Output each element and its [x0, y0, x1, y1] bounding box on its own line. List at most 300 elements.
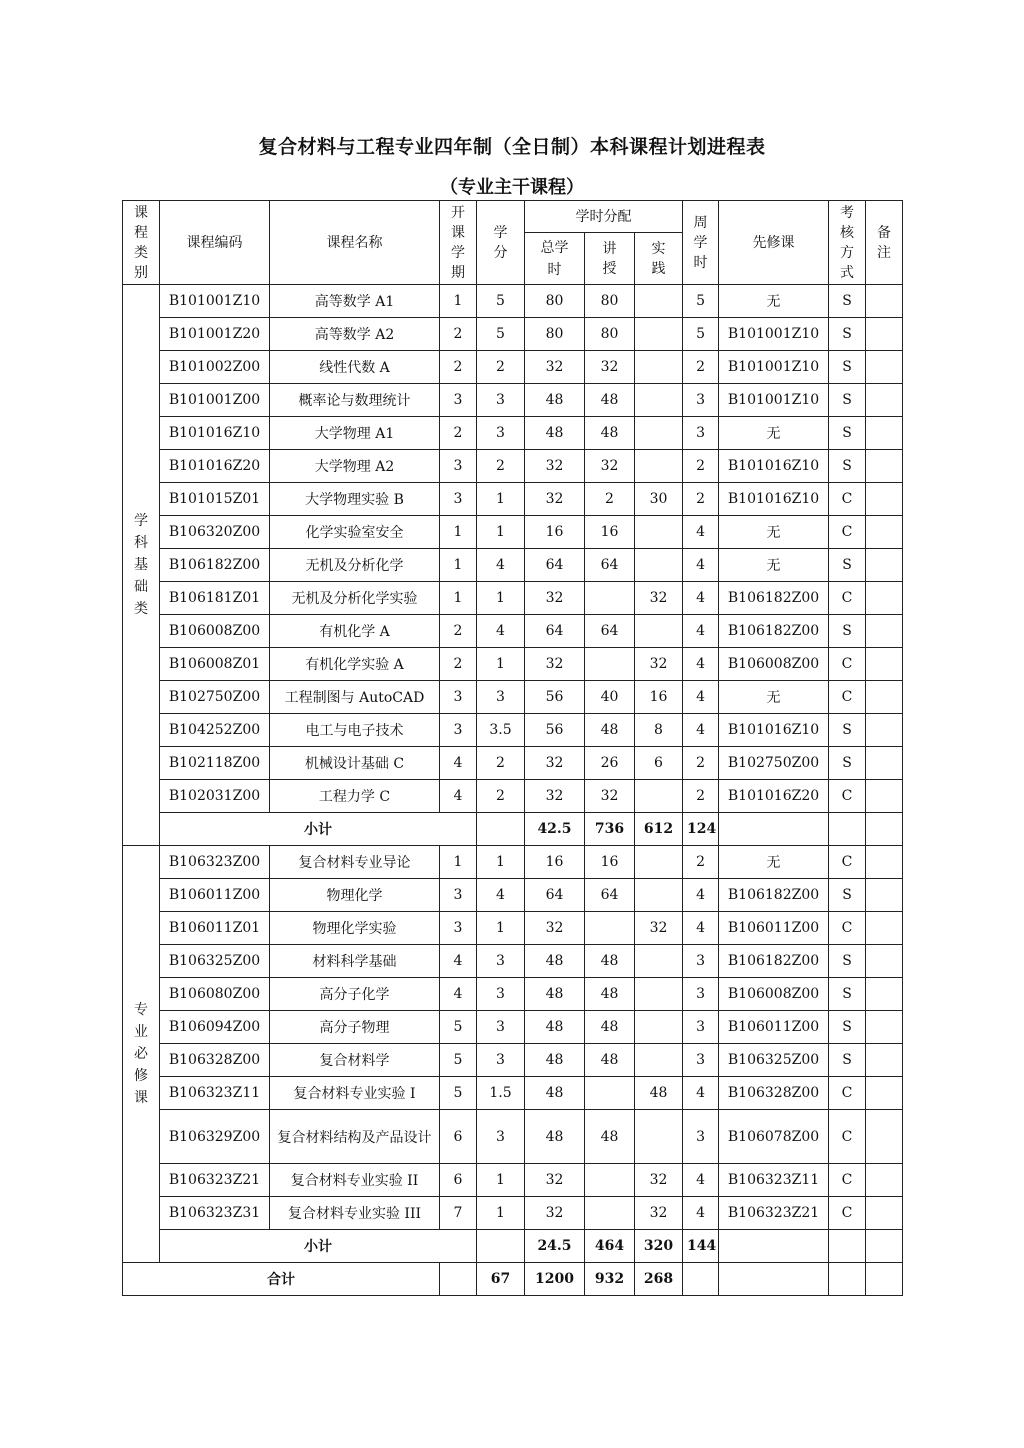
cell-semester: 3	[440, 912, 477, 945]
cell-prereq: B106325Z00	[719, 1044, 829, 1077]
cell-name: 机械设计基础 C	[270, 747, 440, 780]
cell-remarks	[866, 582, 903, 615]
subtotal-lecture: 612	[635, 813, 683, 846]
cell-credits: 4	[477, 615, 525, 648]
table-row	[123, 945, 903, 978]
cell-weekly: 4	[683, 714, 719, 747]
cell-credits: 3	[477, 1110, 525, 1164]
cell-remarks	[866, 1110, 903, 1164]
cell-prereq: B106323Z21	[719, 1197, 829, 1230]
cell-code: B104252Z00	[160, 714, 270, 747]
cell-total: 32	[525, 747, 585, 780]
cell-assess: S	[829, 1044, 866, 1077]
cell-credits: 2	[477, 780, 525, 813]
cell-semester: 7	[440, 1197, 477, 1230]
cell-code: B106323Z31	[160, 1197, 270, 1230]
cell-total: 80	[525, 318, 585, 351]
cell-lecture: 16	[585, 516, 635, 549]
cell-remarks	[866, 648, 903, 681]
cell-lecture: 48	[585, 714, 635, 747]
cell-weekly: 4	[683, 582, 719, 615]
cell-semester: 1	[440, 285, 477, 318]
cell-assess: C	[829, 483, 866, 516]
cell-remarks	[866, 945, 903, 978]
page-subtitle: （专业主干课程）	[440, 177, 584, 198]
cell-remarks	[866, 351, 903, 384]
cell-total: 64	[525, 549, 585, 582]
cell-weekly: 2	[683, 846, 719, 879]
cell-code: B106323Z00	[160, 846, 270, 879]
cell-prereq: B106182Z00	[719, 615, 829, 648]
cell-semester: 4	[440, 945, 477, 978]
cell-total: 32	[525, 1164, 585, 1197]
cell-total: 32	[525, 582, 585, 615]
cell-practice: 6	[635, 747, 683, 780]
cell-assess: C	[829, 681, 866, 714]
cell-total: 48	[525, 1011, 585, 1044]
cell-total: 32	[525, 450, 585, 483]
cell-weekly: 3	[683, 417, 719, 450]
table-row	[123, 615, 903, 648]
table-row	[123, 1110, 903, 1164]
cell-name: 高等数学 A1	[270, 285, 440, 318]
table-row	[123, 978, 903, 1011]
cell-assess: S	[829, 450, 866, 483]
cell-credits: 1	[477, 846, 525, 879]
cell-weekly: 4	[683, 516, 719, 549]
cell-total: 48	[525, 1044, 585, 1077]
cell-code: B106094Z00	[160, 1011, 270, 1044]
cell-assess: S	[829, 549, 866, 582]
table-row	[123, 582, 903, 615]
cell-semester: 1	[440, 516, 477, 549]
cell-total: 32	[525, 351, 585, 384]
cell-practice	[635, 516, 683, 549]
cell-credits: 1.5	[477, 1077, 525, 1110]
cell-semester: 1	[440, 846, 477, 879]
cell-weekly: 4	[683, 1077, 719, 1110]
cell-name: 复合材料专业实验 III	[270, 1197, 440, 1230]
cell-lecture: 48	[585, 1011, 635, 1044]
header-category: 课程类别	[123, 201, 160, 285]
cell-lecture: 80	[585, 285, 635, 318]
subtotal-semester	[477, 1230, 525, 1263]
grand-total-label: 合计	[123, 1263, 440, 1296]
cell-lecture	[585, 648, 635, 681]
cell-lecture	[585, 1077, 635, 1110]
cell-assess: S	[829, 714, 866, 747]
cell-code: B106181Z01	[160, 582, 270, 615]
cell-weekly: 3	[683, 384, 719, 417]
subtotal-empty	[866, 813, 903, 846]
cell-prereq: B101016Z10	[719, 450, 829, 483]
cell-prereq: B101001Z10	[719, 318, 829, 351]
grand-total-practice: 268	[635, 1263, 683, 1296]
cell-assess: C	[829, 516, 866, 549]
subtotal-label: 小计	[160, 1230, 477, 1263]
cell-lecture: 64	[585, 879, 635, 912]
cell-name: 概率论与数理统计	[270, 384, 440, 417]
cell-assess: C	[829, 1110, 866, 1164]
table-row	[123, 549, 903, 582]
header-weekly-hours: 周学时	[683, 201, 719, 285]
cell-lecture: 64	[585, 615, 635, 648]
cell-assess: S	[829, 747, 866, 780]
cell-weekly: 4	[683, 1197, 719, 1230]
cell-assess: S	[829, 1011, 866, 1044]
cell-credits: 1	[477, 1197, 525, 1230]
table-row	[123, 318, 903, 351]
subtotal-row	[123, 1230, 903, 1263]
cell-total: 32	[525, 780, 585, 813]
cell-semester: 5	[440, 1077, 477, 1110]
cell-code: B102118Z00	[160, 747, 270, 780]
cell-assess: S	[829, 417, 866, 450]
table-row	[123, 516, 903, 549]
cell-lecture: 16	[585, 846, 635, 879]
cell-name: 复合材料专业导论	[270, 846, 440, 879]
cell-code: B106329Z00	[160, 1110, 270, 1164]
cell-prereq: 无	[719, 846, 829, 879]
cell-total: 32	[525, 648, 585, 681]
cell-practice	[635, 285, 683, 318]
cell-credits: 1	[477, 648, 525, 681]
cell-practice: 30	[635, 483, 683, 516]
header-semester: 开课学期	[440, 201, 477, 285]
grand-total-credits: 67	[477, 1263, 525, 1296]
table-row	[123, 417, 903, 450]
subtotal-credits: 42.5	[525, 813, 585, 846]
subtotal-practice: 144	[683, 1230, 719, 1263]
subtotal-label: 小计	[160, 813, 477, 846]
cell-total: 32	[525, 912, 585, 945]
cell-credits: 1	[477, 1164, 525, 1197]
cell-credits: 5	[477, 285, 525, 318]
cell-assess: C	[829, 1077, 866, 1110]
cell-practice: 48	[635, 1077, 683, 1110]
cell-name: 大学物理实验 B	[270, 483, 440, 516]
cell-prereq: 无	[719, 285, 829, 318]
cell-code: B106008Z00	[160, 615, 270, 648]
cell-name: 无机及分析化学	[270, 549, 440, 582]
cell-assess: S	[829, 615, 866, 648]
cell-credits: 1	[477, 516, 525, 549]
cell-weekly: 3	[683, 945, 719, 978]
table-row	[123, 450, 903, 483]
cell-total: 48	[525, 417, 585, 450]
cell-credits: 3	[477, 681, 525, 714]
cell-semester: 2	[440, 318, 477, 351]
subtotal-empty	[719, 813, 829, 846]
cell-assess: C	[829, 912, 866, 945]
header-total-hours: 总学时	[525, 233, 585, 285]
cell-semester: 1	[440, 549, 477, 582]
subtotal-practice: 124	[683, 813, 719, 846]
cell-remarks	[866, 483, 903, 516]
cell-total: 80	[525, 285, 585, 318]
cell-assess: S	[829, 351, 866, 384]
cell-prereq: B106182Z00	[719, 582, 829, 615]
cell-weekly: 3	[683, 1110, 719, 1164]
table-row	[123, 1164, 903, 1197]
cell-lecture: 32	[585, 450, 635, 483]
cell-prereq: 无	[719, 417, 829, 450]
cell-weekly: 4	[683, 549, 719, 582]
cell-code: B106080Z00	[160, 978, 270, 1011]
cell-prereq: B106008Z00	[719, 978, 829, 1011]
cell-prereq: B106008Z00	[719, 648, 829, 681]
cell-prereq: B101016Z10	[719, 483, 829, 516]
cell-name: 大学物理 A2	[270, 450, 440, 483]
cell-name: 物理化学	[270, 879, 440, 912]
cell-credits: 3	[477, 945, 525, 978]
header-lecture: 讲授	[585, 233, 635, 285]
cell-practice	[635, 945, 683, 978]
cell-assess: C	[829, 1164, 866, 1197]
cell-weekly: 5	[683, 318, 719, 351]
cell-name: 高等数学 A2	[270, 318, 440, 351]
cell-prereq: 无	[719, 681, 829, 714]
cell-practice: 32	[635, 912, 683, 945]
table-row	[123, 747, 903, 780]
cell-lecture: 48	[585, 384, 635, 417]
cell-practice	[635, 549, 683, 582]
cell-lecture: 32	[585, 351, 635, 384]
cell-weekly: 5	[683, 285, 719, 318]
cell-code: B106328Z00	[160, 1044, 270, 1077]
cell-name: 复合材料学	[270, 1044, 440, 1077]
cell-remarks	[866, 1044, 903, 1077]
cell-credits: 5	[477, 318, 525, 351]
cell-lecture: 2	[585, 483, 635, 516]
cell-practice: 16	[635, 681, 683, 714]
cell-lecture	[585, 1164, 635, 1197]
cell-prereq: 无	[719, 549, 829, 582]
cell-weekly: 3	[683, 978, 719, 1011]
cell-prereq: B106011Z00	[719, 912, 829, 945]
grand-total-row	[123, 1263, 903, 1296]
cell-semester: 6	[440, 1164, 477, 1197]
cell-lecture: 64	[585, 549, 635, 582]
cell-semester: 5	[440, 1011, 477, 1044]
page-title: 复合材料与工程专业四年制（全日制）本科课程计划进程表	[258, 136, 766, 158]
cell-remarks	[866, 1164, 903, 1197]
cell-code: B102750Z00	[160, 681, 270, 714]
cell-name: 高分子化学	[270, 978, 440, 1011]
cell-prereq: B106011Z00	[719, 1011, 829, 1044]
cell-weekly: 4	[683, 879, 719, 912]
cell-assess: C	[829, 1197, 866, 1230]
cell-semester: 6	[440, 1110, 477, 1164]
cell-practice	[635, 615, 683, 648]
cell-assess: S	[829, 384, 866, 417]
cell-code: B106011Z00	[160, 879, 270, 912]
cell-weekly: 2	[683, 780, 719, 813]
cell-practice	[635, 846, 683, 879]
cell-name: 有机化学实验 A	[270, 648, 440, 681]
cell-lecture	[585, 582, 635, 615]
subtotal-empty	[829, 1230, 866, 1263]
subtotal-total: 464	[585, 1230, 635, 1263]
cell-semester: 4	[440, 978, 477, 1011]
cell-remarks	[866, 516, 903, 549]
cell-weekly: 2	[683, 483, 719, 516]
cell-total: 64	[525, 879, 585, 912]
grand-total-empty	[719, 1263, 829, 1296]
header-practice: 实践	[635, 233, 683, 285]
cell-credits: 3	[477, 1011, 525, 1044]
table-row	[123, 1044, 903, 1077]
cell-assess: C	[829, 582, 866, 615]
cell-code: B101016Z20	[160, 450, 270, 483]
cell-name: 复合材料专业实验 II	[270, 1164, 440, 1197]
cell-remarks	[866, 549, 903, 582]
cell-remarks	[866, 417, 903, 450]
header-hours-allocation: 学时分配	[525, 201, 683, 233]
cell-prereq: B106323Z11	[719, 1164, 829, 1197]
cell-name: 复合材料专业实验 I	[270, 1077, 440, 1110]
cell-assess: C	[829, 648, 866, 681]
cell-prereq: B106182Z00	[719, 879, 829, 912]
cell-name: 工程力学 C	[270, 780, 440, 813]
cell-code: B106011Z01	[160, 912, 270, 945]
cell-semester: 1	[440, 582, 477, 615]
cell-total: 48	[525, 1110, 585, 1164]
grand-total-empty	[866, 1263, 903, 1296]
cell-code: B106320Z00	[160, 516, 270, 549]
table-row	[123, 681, 903, 714]
cell-practice: 8	[635, 714, 683, 747]
cell-total: 64	[525, 615, 585, 648]
grand-total-total: 1200	[525, 1263, 585, 1296]
cell-name: 高分子物理	[270, 1011, 440, 1044]
cell-lecture	[585, 1197, 635, 1230]
cell-lecture: 32	[585, 780, 635, 813]
cell-lecture: 48	[585, 945, 635, 978]
grand-total-empty	[683, 1263, 719, 1296]
table-row	[123, 384, 903, 417]
cell-remarks	[866, 318, 903, 351]
cell-remarks	[866, 780, 903, 813]
grand-total-semester	[440, 1263, 477, 1296]
cell-weekly: 4	[683, 912, 719, 945]
cell-prereq: B106328Z00	[719, 1077, 829, 1110]
cell-practice	[635, 417, 683, 450]
cell-semester: 3	[440, 483, 477, 516]
cell-assess: S	[829, 978, 866, 1011]
cell-semester: 3	[440, 681, 477, 714]
cell-credits: 4	[477, 549, 525, 582]
cell-total: 48	[525, 1077, 585, 1110]
cell-prereq: 无	[719, 516, 829, 549]
cell-assess: C	[829, 846, 866, 879]
cell-prereq: B106078Z00	[719, 1110, 829, 1164]
header-code: 课程编码	[160, 201, 270, 285]
cell-total: 56	[525, 681, 585, 714]
grand-total-lecture: 932	[585, 1263, 635, 1296]
cell-lecture: 80	[585, 318, 635, 351]
cell-code: B101002Z00	[160, 351, 270, 384]
cell-remarks	[866, 615, 903, 648]
table-row	[123, 1077, 903, 1110]
cell-credits: 4	[477, 879, 525, 912]
cell-weekly: 3	[683, 1044, 719, 1077]
cell-credits: 3	[477, 1044, 525, 1077]
cell-semester: 3	[440, 879, 477, 912]
cell-code: B102031Z00	[160, 780, 270, 813]
header-assessment: 考核方式	[829, 201, 866, 285]
table-row	[123, 483, 903, 516]
table-row	[123, 1197, 903, 1230]
cell-credits: 1	[477, 582, 525, 615]
cell-name: 材料科学基础	[270, 945, 440, 978]
cell-credits: 1	[477, 912, 525, 945]
cell-total: 16	[525, 846, 585, 879]
cell-practice	[635, 879, 683, 912]
cell-semester: 3	[440, 714, 477, 747]
cell-weekly: 4	[683, 648, 719, 681]
table-row	[123, 714, 903, 747]
cell-code: B101001Z20	[160, 318, 270, 351]
cell-weekly: 2	[683, 450, 719, 483]
cell-lecture: 48	[585, 1110, 635, 1164]
cell-assess: S	[829, 318, 866, 351]
cell-practice	[635, 780, 683, 813]
cell-remarks	[866, 747, 903, 780]
table-row	[123, 648, 903, 681]
cell-remarks	[866, 384, 903, 417]
cell-name: 工程制图与 AutoCAD	[270, 681, 440, 714]
cell-semester: 2	[440, 648, 477, 681]
cell-semester: 4	[440, 747, 477, 780]
cell-remarks	[866, 285, 903, 318]
course-plan-table	[122, 200, 903, 1296]
cell-remarks	[866, 912, 903, 945]
cell-lecture: 26	[585, 747, 635, 780]
subtotal-semester	[477, 813, 525, 846]
cell-practice	[635, 978, 683, 1011]
cell-prereq: B101001Z10	[719, 351, 829, 384]
cell-total: 32	[525, 483, 585, 516]
cell-code: B106325Z00	[160, 945, 270, 978]
table-row	[123, 846, 903, 879]
cell-credits: 3	[477, 384, 525, 417]
subtotal-credits: 24.5	[525, 1230, 585, 1263]
cell-practice	[635, 1044, 683, 1077]
cell-name: 化学实验室安全	[270, 516, 440, 549]
cell-remarks	[866, 1197, 903, 1230]
table-row	[123, 879, 903, 912]
cell-lecture: 48	[585, 1044, 635, 1077]
header-name: 课程名称	[270, 201, 440, 285]
cell-credits: 2	[477, 351, 525, 384]
table-row	[123, 780, 903, 813]
cell-semester: 2	[440, 417, 477, 450]
cell-prereq: B101001Z10	[719, 384, 829, 417]
cell-name: 物理化学实验	[270, 912, 440, 945]
cell-lecture: 40	[585, 681, 635, 714]
cell-credits: 3.5	[477, 714, 525, 747]
cell-semester: 3	[440, 384, 477, 417]
cell-name: 有机化学 A	[270, 615, 440, 648]
grand-total-empty	[829, 1263, 866, 1296]
cell-code: B106008Z01	[160, 648, 270, 681]
cell-lecture	[585, 912, 635, 945]
cell-weekly: 4	[683, 1164, 719, 1197]
cell-prereq: B102750Z00	[719, 747, 829, 780]
cell-lecture: 48	[585, 978, 635, 1011]
cell-remarks	[866, 846, 903, 879]
